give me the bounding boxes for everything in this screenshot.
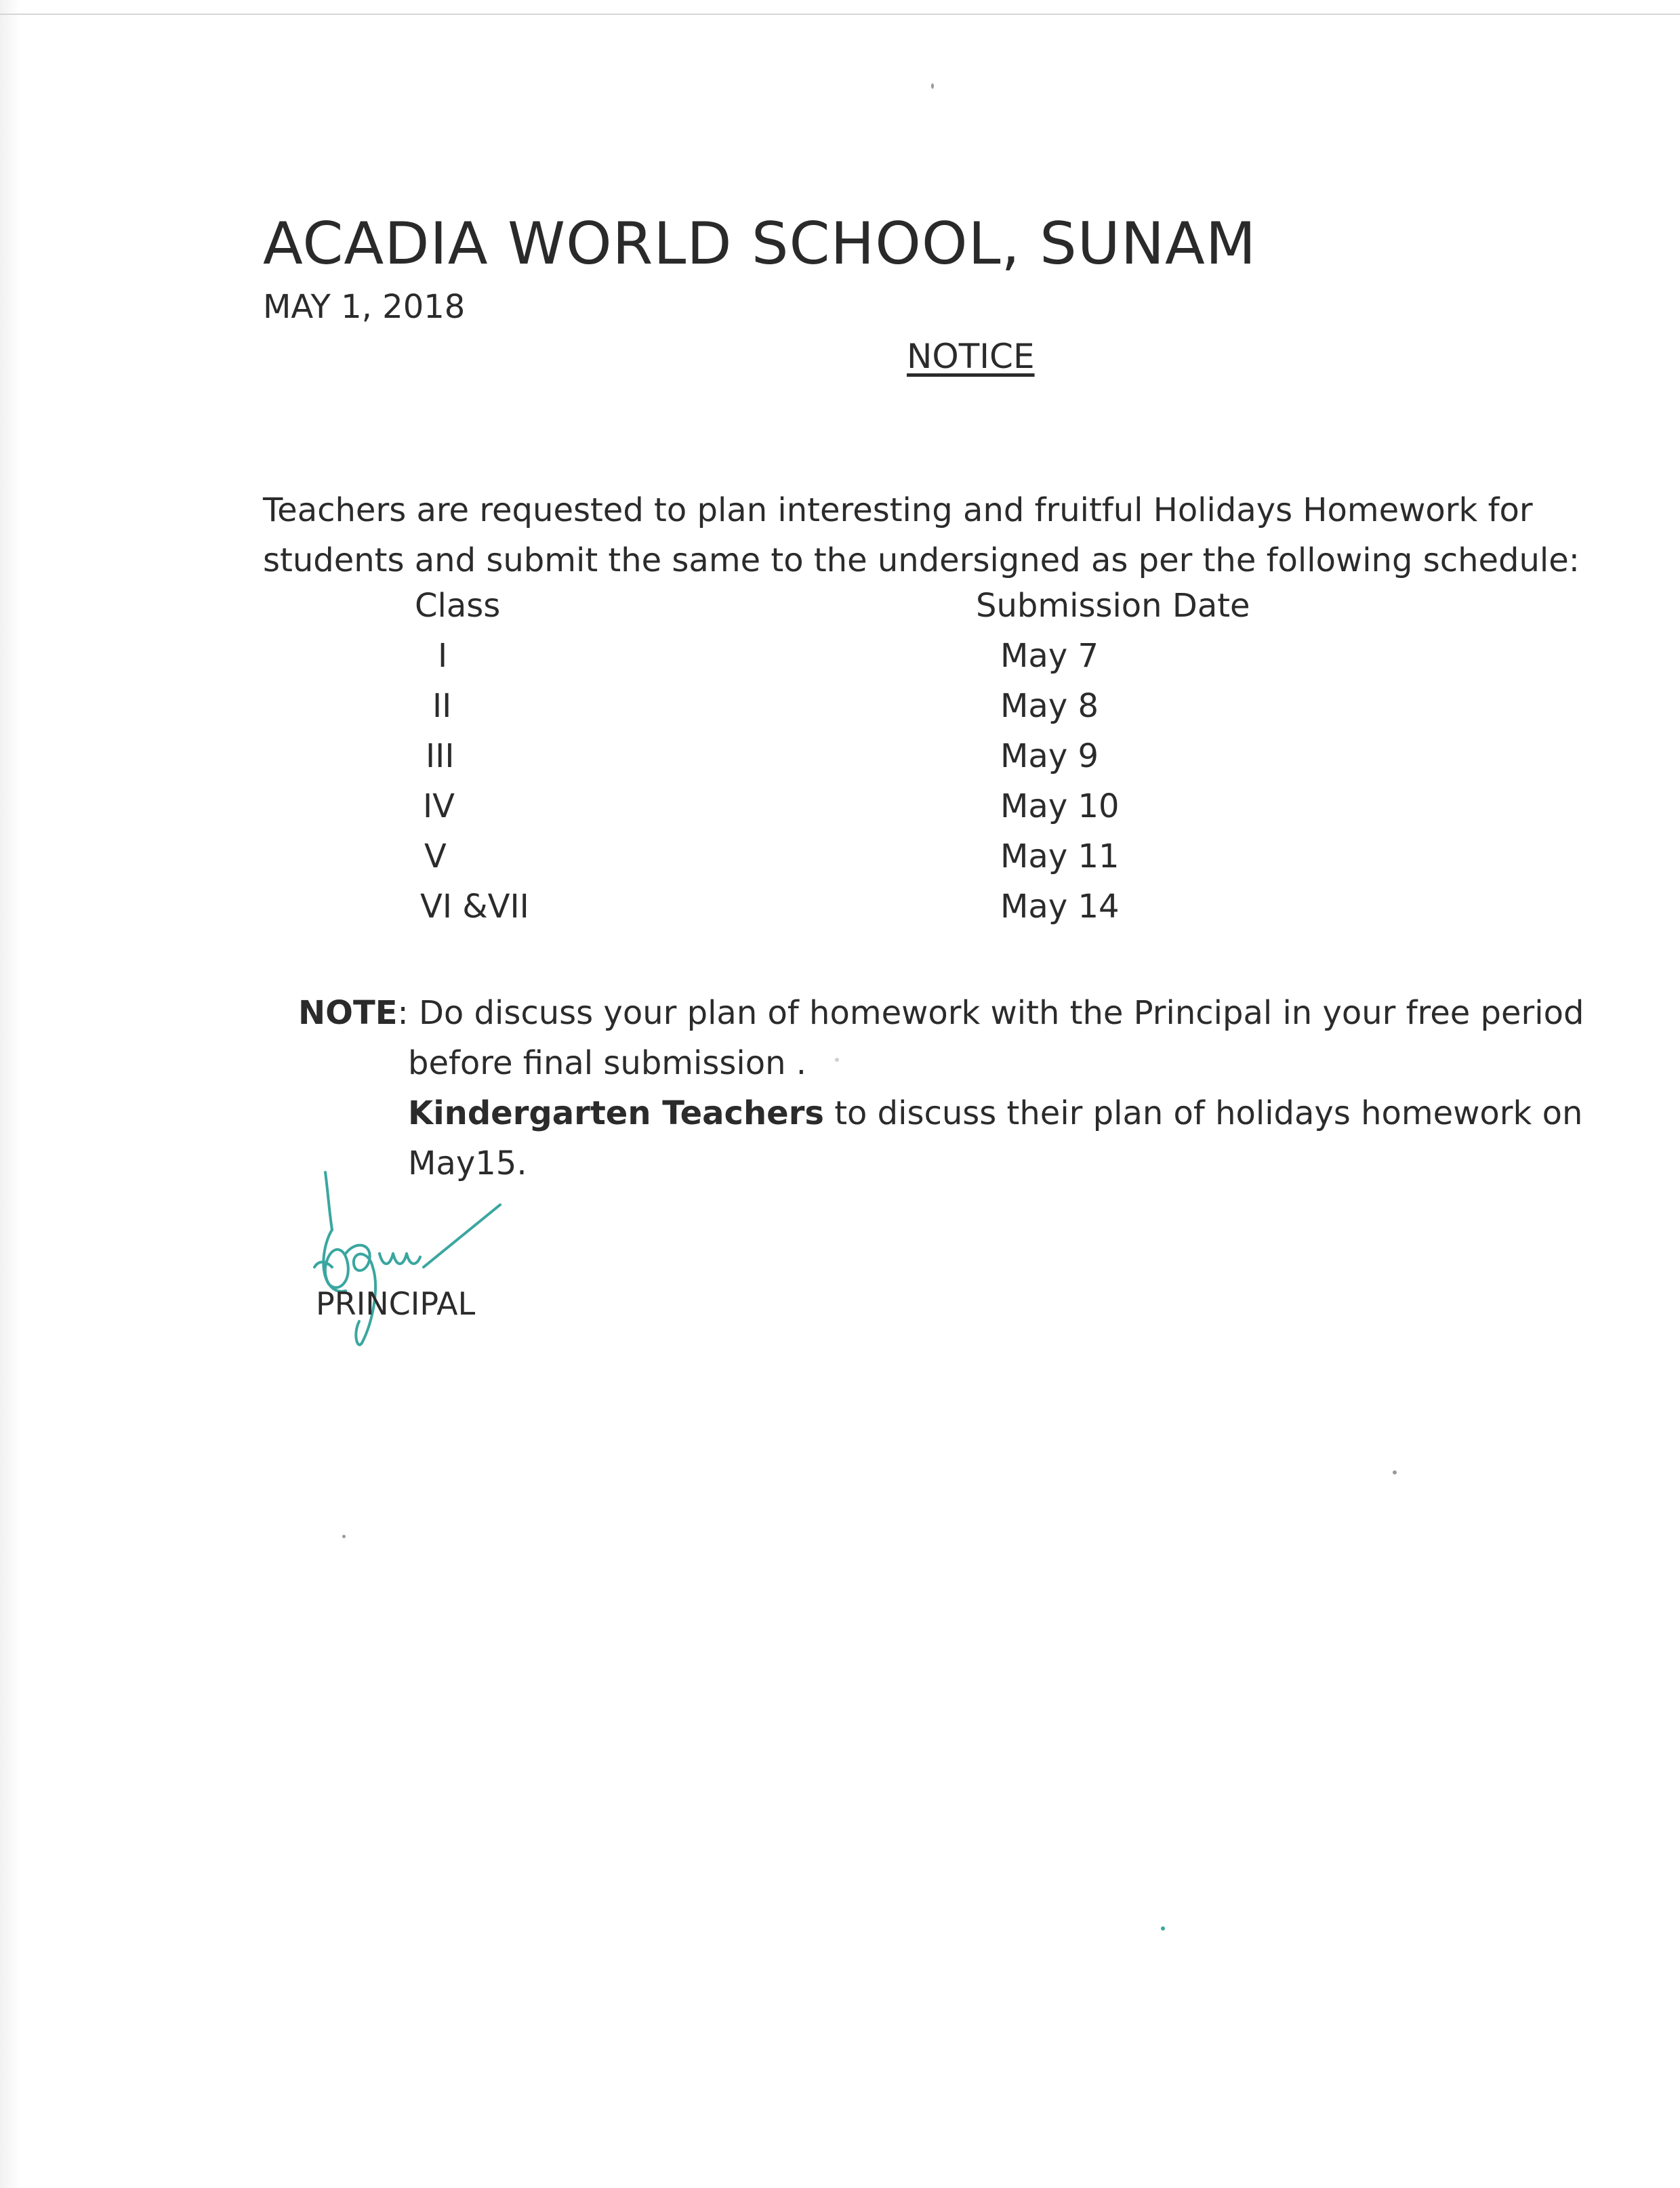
school-name: ACADIA WORLD SCHOOL, SUNAM	[263, 210, 1257, 278]
schedule-class: II	[432, 687, 452, 725]
note-label: NOTE	[298, 994, 398, 1032]
schedule-date: May 10	[1000, 787, 1120, 825]
notice-heading: NOTICE	[907, 337, 1035, 376]
notice-date: MAY 1, 2018	[263, 288, 466, 326]
scan-edge	[0, 0, 20, 2188]
note-kg-line	[298, 1088, 1584, 1138]
schedule-class: VI &VII	[420, 888, 529, 926]
scan-top-line	[0, 14, 1680, 15]
scan-speck	[342, 1535, 346, 1538]
kg-text: to discuss their plan of holidays homework on	[823, 1094, 1583, 1132]
schedule-date: May 7	[1000, 637, 1099, 675]
note-kg-date: May15.	[408, 1144, 527, 1182]
schedule-class: IV	[423, 787, 455, 825]
schedule-row	[0, 888, 1680, 938]
schedule-class: I	[438, 637, 448, 675]
schedule-row	[0, 687, 1680, 737]
principal-title: PRINCIPAL	[316, 1285, 476, 1322]
schedule-row	[0, 787, 1680, 838]
signature-mark	[305, 1165, 522, 1355]
schedule-date: May 9	[1000, 737, 1099, 775]
scan-speck	[931, 83, 934, 89]
schedule-row	[0, 637, 1680, 687]
kg-teachers-label: Kindergarten Teachers	[408, 1094, 824, 1132]
schedule-row	[0, 737, 1680, 787]
schedule-date-header: Submission Date	[976, 587, 1250, 625]
schedule-class-header: Class	[415, 587, 501, 625]
note-block	[298, 988, 1584, 1189]
intro-line: students and submit the same to the undersigned as per the following schedule:	[263, 541, 1580, 579]
note-line: before final submission .	[408, 1044, 807, 1082]
schedule-date: May 14	[1000, 888, 1120, 926]
schedule-class: V	[424, 838, 447, 875]
note-line	[298, 988, 1584, 1038]
scan-speck	[1393, 1470, 1397, 1474]
schedule-date: May 11	[1000, 838, 1120, 875]
scan-speck	[1161, 1926, 1165, 1931]
schedule-date: May 8	[1000, 687, 1099, 725]
schedule-table	[0, 637, 1680, 938]
schedule-class: III	[426, 737, 455, 775]
schedule-row	[0, 838, 1680, 888]
intro-line: Teachers are requested to plan interesting and fruitful Holidays Homework for	[263, 491, 1533, 529]
note-text: : Do discuss your plan of homework with the Principal in your free period	[397, 994, 1584, 1032]
intro-paragraph	[263, 485, 1580, 585]
